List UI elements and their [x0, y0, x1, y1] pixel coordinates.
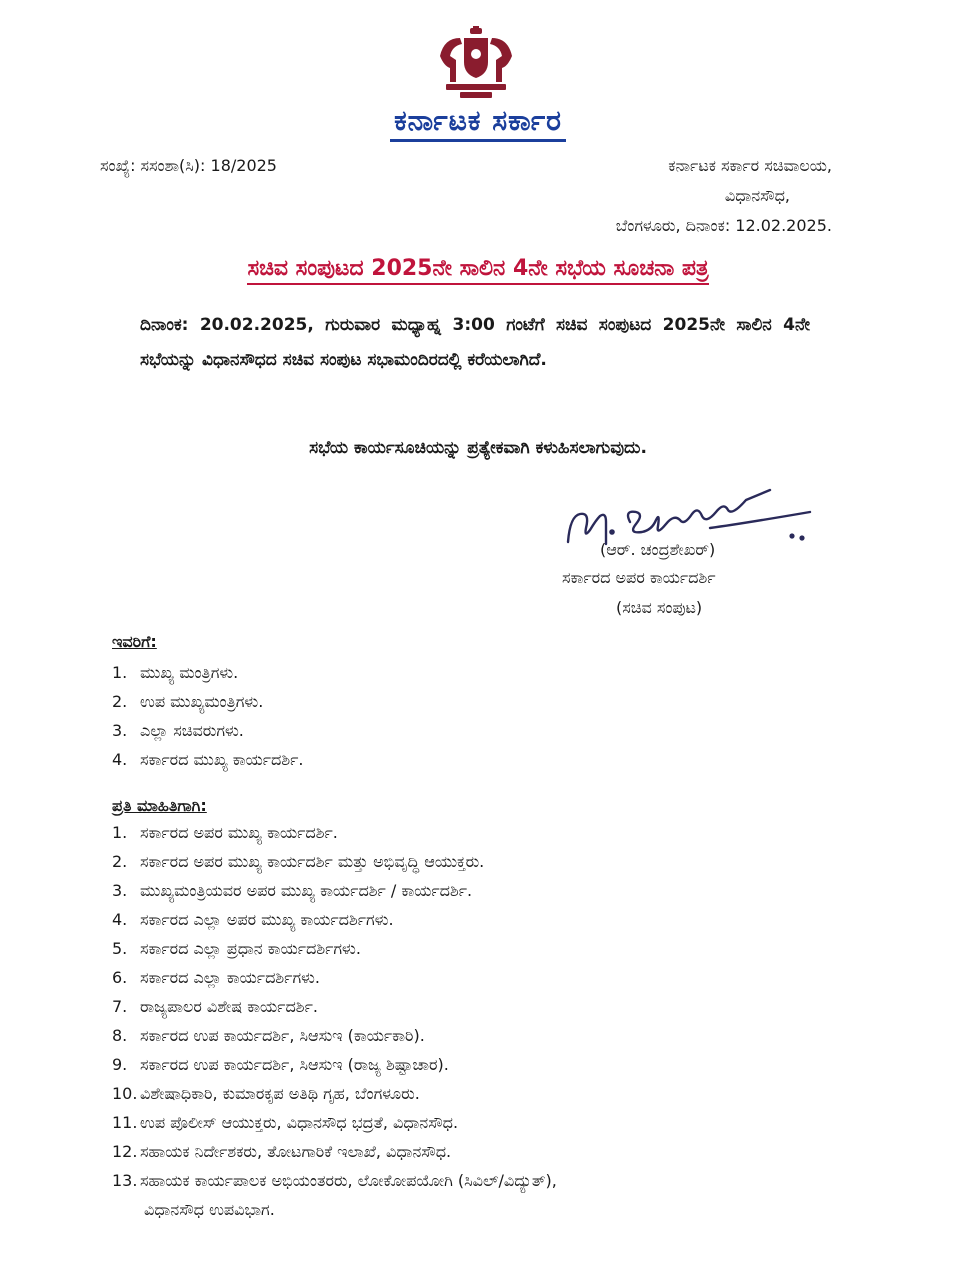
- signatory-department: (ಸಚಿವ ಸಂಪುಟ): [616, 598, 703, 617]
- subject-heading: ಸಚಿವ ಸಂಪುಟದ 2025ನೇ ಸಾಲಿನ 4ನೇ ಸಭೆಯ ಸೂಚನಾ ಪತ್ರ: [0, 256, 956, 281]
- list-item: 10. ವಿಶೇಷಾಧಿಕಾರಿ, ಕುಮಾರಕೃಪ ಅತಿಥಿ ಗೃಹ, ಬೆಂಗಳೂರು.: [112, 1084, 420, 1103]
- copies-heading: ಪ್ರತಿ ಮಾಹಿತಿಗಾಗಿ:: [112, 796, 207, 815]
- government-title: ಕರ್ನಾಟಕ ಸರ್ಕಾರ: [0, 104, 956, 138]
- recipients-heading: ಇವರಿಗೆ:: [112, 632, 157, 651]
- list-item: 3. ಮುಖ್ಯಮಂತ್ರಿಯವರ ಅಪರ ಮುಖ್ಯ ಕಾರ್ಯದರ್ಶಿ / ಕಾರ್ಯದರ್ಶಿ.: [112, 881, 473, 900]
- list-item: 2. ಸರ್ಕಾರದ ಅಪರ ಮುಖ್ಯ ಕಾರ್ಯದರ್ಶಿ ಮತ್ತು ಅಭಿವೃದ್ಧಿ ಆಯುಕ್ತರು.: [112, 852, 485, 871]
- list-item: 2. ಉಪ ಮುಖ್ಯಮಂತ್ರಿಗಳು.: [112, 692, 264, 711]
- reference-number: ಸಂಖ್ಯೆ: ಸಸಂಶಾ(ಸಿ): 18/2025: [100, 156, 277, 175]
- recipients-list: [112, 658, 304, 774]
- signatory-designation: ಸರ್ಕಾರದ ಅಪರ ಕಾರ್ಯದರ್ಶಿ: [562, 568, 716, 587]
- list-item: 6. ಸರ್ಕಾರದ ಎಲ್ಲಾ ಕಾರ್ಯದರ್ಶಿಗಳು.: [112, 968, 320, 987]
- agenda-note: ಸಭೆಯ ಕಾರ್ಯಸೂಚಿಯನ್ನು ಪ್ರತ್ಯೇಕವಾಗಿ ಕಳುಹಿಸಲಾಗುವುದು.: [309, 438, 647, 458]
- list-item: 13. ಸಹಾಯಕ ಕಾರ್ಯಪಾಲಕ ಅಭಿಯಂತರರು, ಲೋಕೋಪಯೋಗಿ (ಸಿವಿಲ್/ವಿದ್ಯುತ್),: [112, 1171, 557, 1190]
- address-date-line: ಬೆಂಗಳೂರು, ದಿನಾಂಕ: 12.02.2025.: [615, 216, 832, 235]
- list-item: 9. ಸರ್ಕಾರದ ಉಪ ಕಾರ್ಯದರ್ಶಿ, ಸಿಆಸುಇ (ರಾಜ್ಯ ಶಿಷ್ಟಾಚಾರ).: [112, 1055, 449, 1074]
- list-item: 8. ಸರ್ಕಾರದ ಉಪ ಕಾರ್ಯದರ್ಶಿ, ಸಿಆಸುಇ (ಕಾರ್ಯಕಾರಿ).: [112, 1026, 425, 1045]
- list-item-continuation: ವಿಧಾನಸೌಧ ಉಪವಿಭಾಗ.: [144, 1200, 275, 1219]
- list-item: 5. ಸರ್ಕಾರದ ಎಲ್ಲಾ ಪ್ರಧಾನ ಕಾರ್ಯದರ್ಶಿಗಳು.: [112, 939, 361, 958]
- list-item: 4. ಸರ್ಕಾರದ ಎಲ್ಲಾ ಅಪರ ಮುಖ್ಯ ಕಾರ್ಯದರ್ಶಿಗಳು.: [112, 910, 394, 929]
- list-item: 4. ಸರ್ಕಾರದ ಮುಖ್ಯ ಕಾರ್ಯದರ್ಶಿ.: [112, 750, 304, 769]
- copies-list: [112, 818, 557, 1224]
- meeting-paragraph: ದಿನಾಂಕ: 20.02.2025, ಗುರುವಾರ ಮಧ್ಯಾಹ್ನ 3:00 ಗಂಟೆಗೆ ಸಚಿವ ಸಂಪುಟದ 2025ನೇ ಸಾಲಿನ 4ನೇ ಸಭೆಯನ್ನು ವಿಧಾನಸೌಧದ ಸಚಿವ ಸಂಪುಟ ಸಭಾಮಂದಿರದಲ್ಲಿ ಕರೆಯಲಾಗಿದೆ.: [140, 315, 810, 370]
- list-item: 3. ಎಲ್ಲಾ ಸಚಿವರುಗಳು.: [112, 721, 244, 740]
- list-item: 1. ಸರ್ಕಾರದ ಅಪರ ಮುಖ್ಯ ಕಾರ್ಯದರ್ಶಿ.: [112, 823, 338, 842]
- list-item: 1. ಮುಖ್ಯ ಮಂತ್ರಿಗಳು.: [112, 663, 239, 682]
- list-item: 11. ಉಪ ಪೊಲೀಸ್ ಆಯುಕ್ತರು, ವಿಧಾನಸೌಧ ಭದ್ರತೆ, ವಿಧಾನಸೌಧ.: [112, 1113, 459, 1132]
- list-item: 7. ರಾಜ್ಯಪಾಲರ ವಿಶೇಷ ಕಾರ್ಯದರ್ಶಿ.: [112, 997, 318, 1016]
- address-line-2: ವಿಧಾನಸೌಧ,: [724, 186, 790, 205]
- karnataka-emblem-icon: [436, 26, 516, 100]
- signatory-name: (ಆರ್. ಚಂದ್ರಶೇಖರ್): [600, 540, 716, 559]
- address-line-1: ಕರ್ನಾಟಕ ಸರ್ಕಾರ ಸಚಿವಾಲಯ,: [668, 156, 832, 175]
- list-item: 12. ಸಹಾಯಕ ನಿರ್ದೇಶಕರು, ತೋಟಗಾರಿಕೆ ಇಲಾಖೆ, ವಿಧಾನಸೌಧ.: [112, 1142, 452, 1161]
